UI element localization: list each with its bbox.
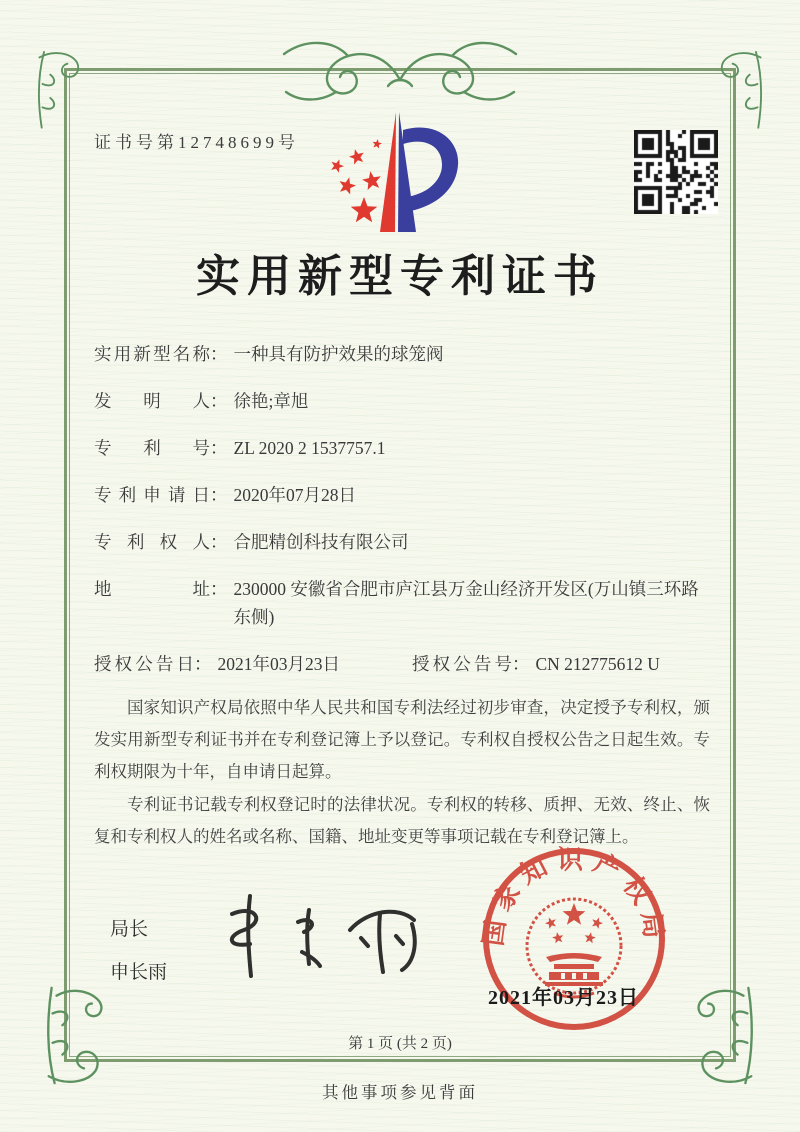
field-value: CN 212775612 U [535,654,660,674]
field-label: 实用新型名称 [94,344,210,364]
field-label: 专利权人 [94,532,210,552]
signer-block [110,914,167,984]
field-value: 徐艳;章旭 [233,391,309,411]
certificate-title: 实用新型专利证书 [196,252,604,301]
field-value: 合肥精创科技有限公司 [233,532,409,552]
field-colon: ： [512,654,530,674]
field-utility-model-name [94,340,710,368]
field-value: 230000 安徽省合肥市庐江县万金山经济开发区(万山镇三环路东侧) [233,579,699,627]
cnipa-logo [326,108,474,238]
field-patentee [94,528,710,556]
field-colon: ： [210,391,228,411]
seal-date: 2021年03月23日 [488,987,639,1009]
field-value: 2020年07月28日 [233,485,356,505]
back-side-note: 其他事项参见背面 [322,1083,478,1102]
seal-text: 国家知识产权局 [478,845,670,948]
signer-title: 局长 [110,919,149,940]
field-colon: ： [210,485,228,505]
certificate-body [94,340,710,853]
certificate-number: 证书号第12748699号 [94,133,299,152]
field-value: 一种具有防护效果的球笼阀 [233,344,444,364]
field-colon: ： [210,579,228,599]
legal-text [94,692,710,853]
top-left-flourish-ornament [30,48,108,134]
field-grant-number [412,650,710,678]
field-colon: ： [210,438,228,458]
top-center-flourish-ornament [276,28,524,110]
signature-shen-changyu [212,882,427,992]
field-value: ZL 2020 2 1537757.1 [233,438,386,458]
field-colon: ： [210,532,228,552]
field-label: 专利号 [94,438,210,458]
field-label: 授权公告日 [94,654,194,674]
field-colon: ： [210,344,228,364]
field-value: 2021年03月23日 [217,654,340,674]
field-patent-number [94,434,710,462]
field-label: 授权公告号 [412,654,512,674]
field-address [94,575,710,631]
legal-paragraph-2: 专利证书记载专利权登记时的法律状况。专利权的转移、质押、无效、终止、恢复和专利权人的姓名或名称、国籍、地址变更等事项记载在专利登记簿上。 [94,794,710,846]
svg-text:国家知识产权局 [479,845,670,947]
field-label: 地址 [94,579,210,599]
signer-name: 申长雨 [110,962,168,983]
field-label: 发明人 [94,391,210,411]
field-colon: ： [194,654,212,674]
qr-code [634,130,718,214]
page-number: 第 1 页 (共 2 页) [348,1036,452,1052]
legal-paragraph-1: 国家知识产权局依照中华人民共和国专利法经过初步审查，决定授予专利权，颁发实用新型专利证书并在专利登记簿上予以登记。专利权自授权公告之日起生效。专利权期限为十年，自申请日起算。 [94,698,710,782]
top-right-flourish-ornament [692,48,770,134]
field-label: 专利申请日 [94,485,210,505]
field-filing-date [94,481,710,509]
field-inventor [94,387,710,415]
field-grant-date [94,650,412,678]
field-grant-row [94,650,710,678]
